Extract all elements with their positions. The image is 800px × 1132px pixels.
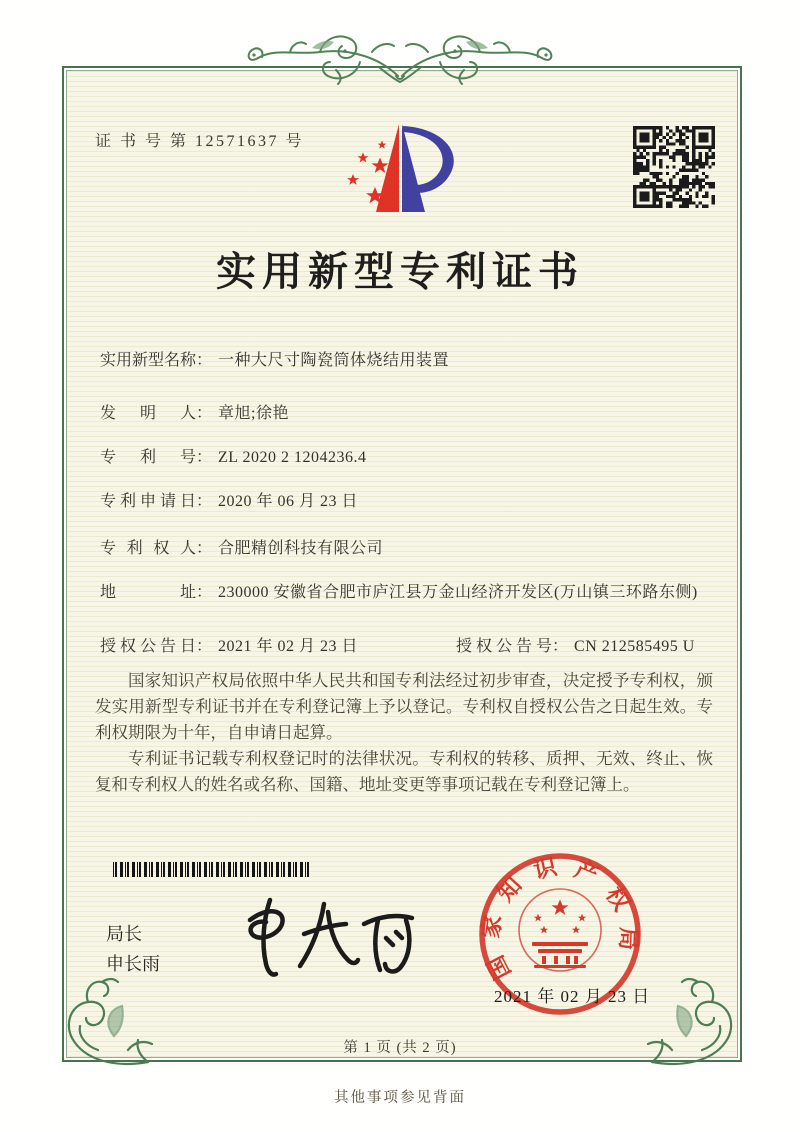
field-patentee [100, 535, 715, 562]
page-number: 第 1 页 (共 2 页) [343, 1040, 457, 1056]
field-address [100, 579, 715, 606]
grant-date-group [100, 633, 430, 660]
field-application-date [100, 488, 715, 515]
field-colon: ： [196, 449, 213, 466]
grant-number-value: CN 212585495 U [574, 638, 695, 655]
cnipa-logo [338, 116, 470, 218]
field-label: 专利申请日 [100, 493, 196, 510]
barcode [113, 862, 311, 877]
field-inventor [100, 400, 715, 427]
commissioner-signature [228, 890, 423, 986]
field-colon: ： [196, 584, 213, 601]
field-colon: ： [196, 638, 213, 655]
field-value: 合肥精创科技有限公司 [218, 540, 384, 557]
field-label: 专利号 [100, 449, 196, 466]
field-label: 专利权人 [100, 540, 196, 557]
field-value: 一种大尺寸陶瓷筒体烧结用装置 [218, 352, 450, 369]
field-value: ZL 2020 2 1204236.4 [218, 449, 367, 466]
seal-circular-text: 国家知识产权局 [478, 854, 642, 984]
field-grant-announcement [100, 633, 740, 660]
field-label: 地址 [100, 584, 196, 601]
field-colon: ： [552, 638, 569, 655]
legal-paragraph-2: 专利证书记载专利权登记时的法律状况。专利权的转移、质押、无效、终止、恢复和专利权人的姓名或名称、国籍、地址变更等事项记载在专利登记簿上。 [95, 749, 713, 794]
grant-number-group [456, 633, 695, 660]
field-label: 发明人 [100, 405, 196, 422]
grant-date-value: 2021 年 02 月 23 日 [218, 638, 359, 655]
field-colon: ： [196, 405, 213, 422]
certificate-title: 实用新型专利证书 [216, 249, 584, 294]
legal-body-text [95, 668, 713, 798]
field-label: 实用新型名称 [100, 352, 197, 369]
seal-date: 2021 年 02 月 23 日 [494, 987, 651, 1006]
svg-text:国家知识产权局 [477, 854, 641, 983]
field-label: 授权公告号 [456, 638, 552, 655]
field-patent-number [100, 444, 715, 471]
field-utility-model-name [100, 347, 715, 374]
top-flourish-ornament [240, 18, 560, 96]
certificate-number: 证 书 号 第 12571637 号 [95, 133, 305, 150]
field-value: 230000 安徽省合肥市庐江县万金山经济开发区(万山镇三环路东侧) [218, 584, 698, 601]
national-emblem [532, 900, 588, 969]
field-value: 2020 年 06 月 23 日 [218, 493, 359, 510]
commissioner-name: 申长雨 [106, 954, 160, 974]
field-colon: ： [196, 352, 213, 369]
field-colon: ： [196, 493, 213, 510]
field-colon: ： [196, 540, 213, 557]
back-side-note: 其他事项参见背面 [334, 1090, 466, 1106]
field-label: 授权公告日 [100, 638, 196, 655]
field-value: 章旭;徐艳 [218, 405, 289, 422]
legal-paragraph-1: 国家知识产权局依照中华人民共和国专利法经过初步审查，决定授予专利权，颁发实用新型专利证书并在专利登记簿上予以登记。专利权自授权公告之日起生效。专利权期限为十年，自申请日起算。 [95, 671, 713, 742]
commissioner-title: 局长 [106, 924, 142, 944]
qr-code [633, 126, 715, 208]
